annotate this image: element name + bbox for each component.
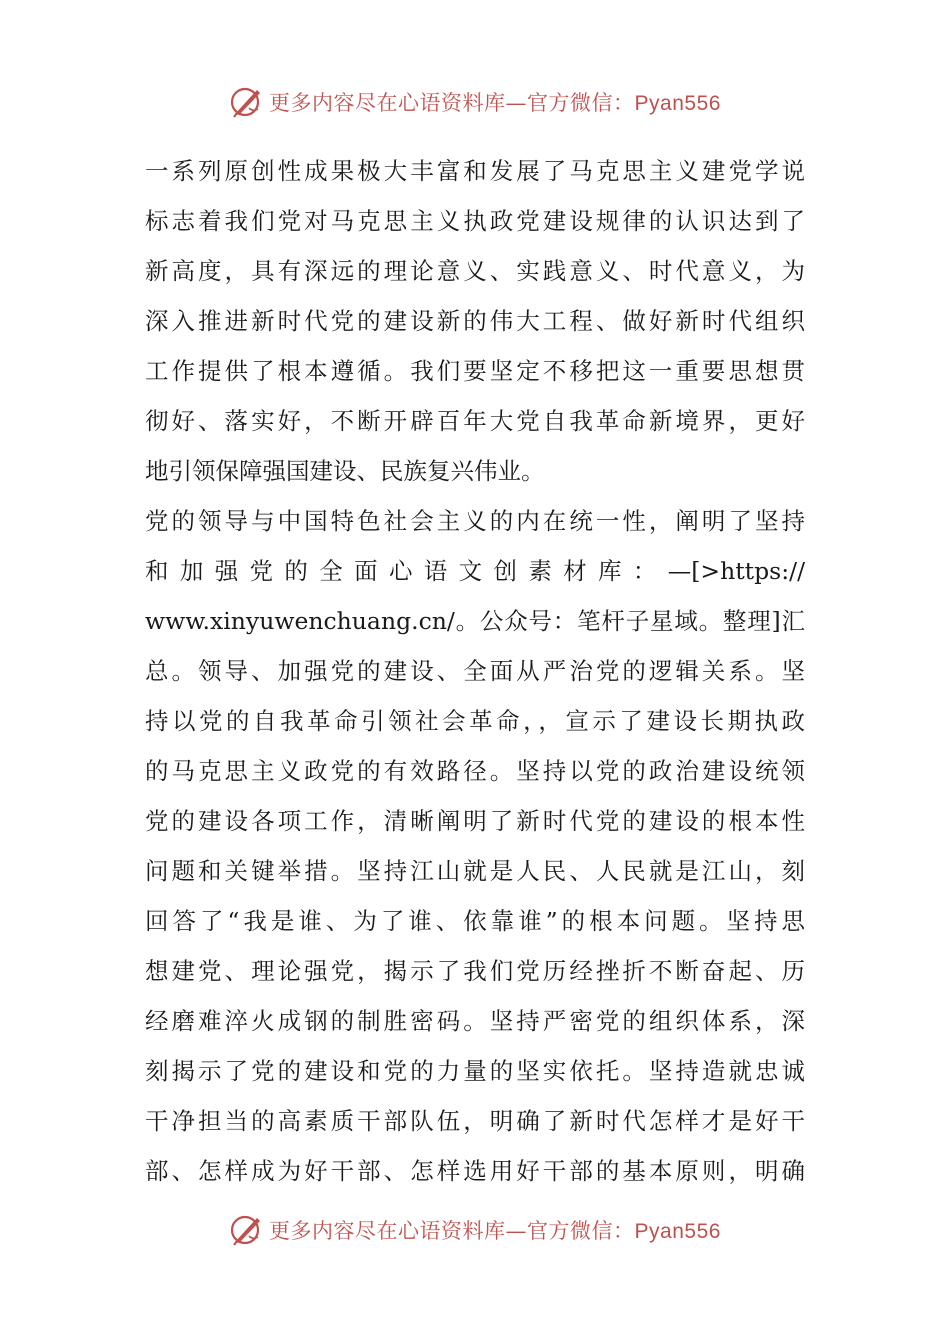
body-line: 一系列原创性成果极大丰富和发展了马克思主义建党学说: [145, 157, 805, 185]
body-line: 问题和关键举措。坚持江山就是人民、人民就是江山，刻: [145, 857, 805, 885]
body-line: 刻揭示了党的建设和党的力量的坚实依托。坚持造就忠诚: [145, 1057, 805, 1085]
footer-watermark: [0, 1208, 950, 1252]
footer-wechat-id: Pyan556: [634, 1220, 721, 1243]
body-line: 经磨难淬火成钢的制胜密码。坚持严密党的组织体系，深: [145, 1007, 805, 1035]
document-body: [145, 146, 805, 1196]
body-line: 党的领导与中国特色社会主义的内在统一性，阐明了坚持: [145, 507, 805, 535]
footer-watermark-text: 更多内容尽在心语资料库—官方微信：Pyan556: [269, 1219, 721, 1243]
body-line: 和加强党的全面心语文创素材库：—[>https://: [145, 557, 805, 585]
body-line: 标志着我们党对马克思主义执政党建设规律的认识达到了: [145, 207, 805, 235]
quill-logo-icon: [229, 1212, 265, 1248]
body-line: 党的建设各项工作，清晰阐明了新时代党的建设的根本性: [145, 807, 805, 835]
header-wechat-id: Pyan556: [634, 92, 721, 115]
header-watermark-text: 更多内容尽在心语资料库—官方微信：Pyan556: [269, 91, 721, 115]
body-line: 工作提供了根本遵循。我们要坚定不移把这一重要思想贯: [145, 357, 805, 385]
body-line: 持以党的自我革命引领社会革命，，宣示了建设长期执政: [145, 707, 805, 735]
body-line: 回答了“我是谁、为了谁、依靠谁”的根本问题。坚持思: [145, 907, 805, 935]
body-line: 干净担当的高素质干部队伍，明确了新时代怎样才是好干: [145, 1107, 805, 1135]
body-line: 想建党、理论强党，揭示了我们党历经挫折不断奋起、历: [145, 957, 805, 985]
body-line: 深入推进新时代党的建设新的伟大工程、做好新时代组织: [145, 307, 805, 335]
quill-logo-icon: [229, 84, 265, 120]
body-line: 地引领保障强国建设、民族复兴伟业。: [145, 457, 545, 485]
body-line: www.xinyuwenchuang.cn/。公众号：笔杆子星域。整理]汇: [145, 607, 805, 635]
body-line: 的马克思主义政党的有效路径。坚持以党的政治建设统领: [145, 757, 805, 785]
body-line: 总。领导、加强党的建设、全面从严治党的逻辑关系。坚: [145, 657, 805, 685]
header-watermark: [0, 80, 950, 124]
body-line: 部、怎样成为好干部、怎样选用好干部的基本原则，明确: [145, 1157, 805, 1185]
body-line: 新高度，具有深远的理论意义、实践意义、时代意义，为: [145, 257, 805, 285]
body-line: 彻好、落实好，不断开辟百年大党自我革命新境界，更好: [145, 407, 805, 435]
